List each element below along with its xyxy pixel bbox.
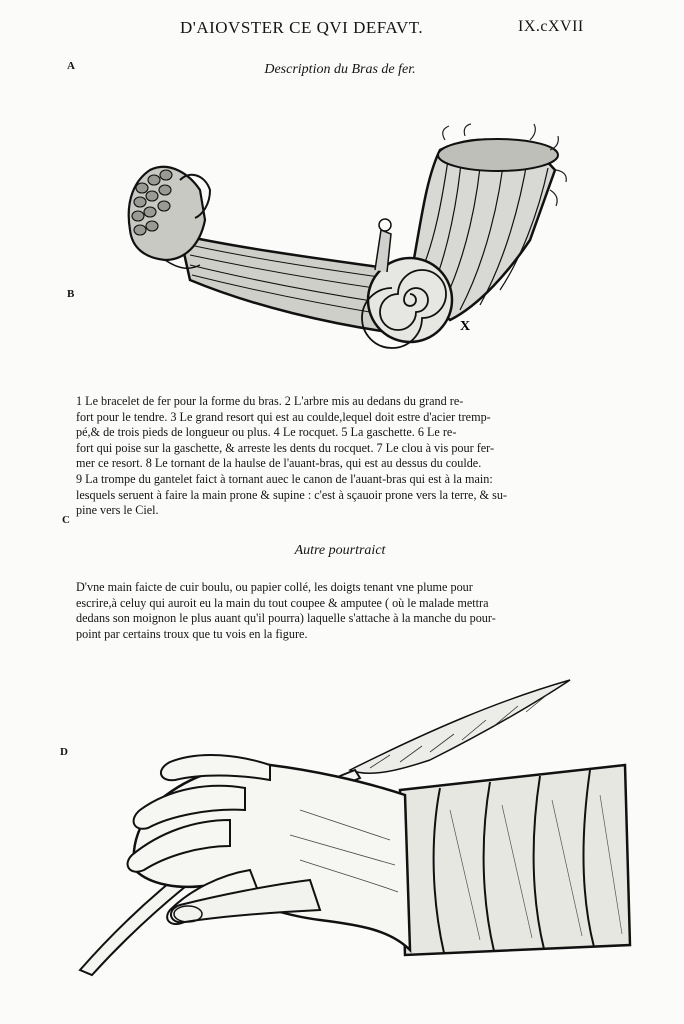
running-title: D'AIOVSTER CE QVI DEFAVT. [180,18,424,37]
quill-hand-description [76,580,606,642]
legend-line-7: lesquels seruent à faire la main prone & supine : c'est à sçauoir prone vers la terre, & su- [76,487,507,502]
legend-line-8: pine vers le Ciel. [76,503,159,518]
running-head [0,14,684,38]
iron-arm-illustration [110,120,580,370]
legend-line-2: fort pour le tendre. 3 Le grand resort qui est au coulde,lequel doit estre d'acier tremp- [76,409,491,424]
legend-line-4: fort qui poise sur la gaschette, & arreste les dents du rocquet. 7 Le clou à vis pour fer- [76,440,495,455]
description-line-4: point par certains troux que tu vois en la figure. [76,626,308,641]
quill-hand-illustration [70,670,640,990]
figure-caption-quill-hand: Autre pourtraict [294,543,386,558]
figure-mark-x: X [460,319,471,334]
margin-letter-d: D [60,746,68,758]
legend-line-6: 9 La trompe du gantelet faict à tornant auec le canon de l'auant-bras qui est à la main: [76,471,493,486]
iron-arm-legend [76,394,606,519]
margin-letter-c: C [62,514,70,526]
folio-number: IX.cXVII [518,18,584,35]
margin-letter-a: A [67,60,75,72]
legend-line-3: pé,& de trois pieds de longueur ou plus. 4 Le rocquet. 5 La gaschette. 6 Le re- [76,425,457,440]
legend-line-1: 1 Le bracelet de fer pour la forme du bras. 2 L'arbre mis au dedans du grand re- [76,394,464,408]
legend-line-5: mer ce resort. 8 Le tornant de la haulse de l'auant-bras, qui est au dessus du coulde. [76,456,482,471]
margin-letter-b: B [67,288,75,300]
figure-caption-iron-arm: Description du Bras de fer. [264,62,416,77]
description-line-2: escrire,à celuy qui auroit eu la main du tout coupee & amputee ( où le malade mettra [76,595,489,610]
description-line-1: D'vne main faicte de cuir boulu, ou papier collé, les doigts tenant vne plume pour [76,580,473,594]
description-line-3: dedans son moignon le plus auant qu'il pourra) laquelle s'attache à la manche du pour- [76,611,496,626]
